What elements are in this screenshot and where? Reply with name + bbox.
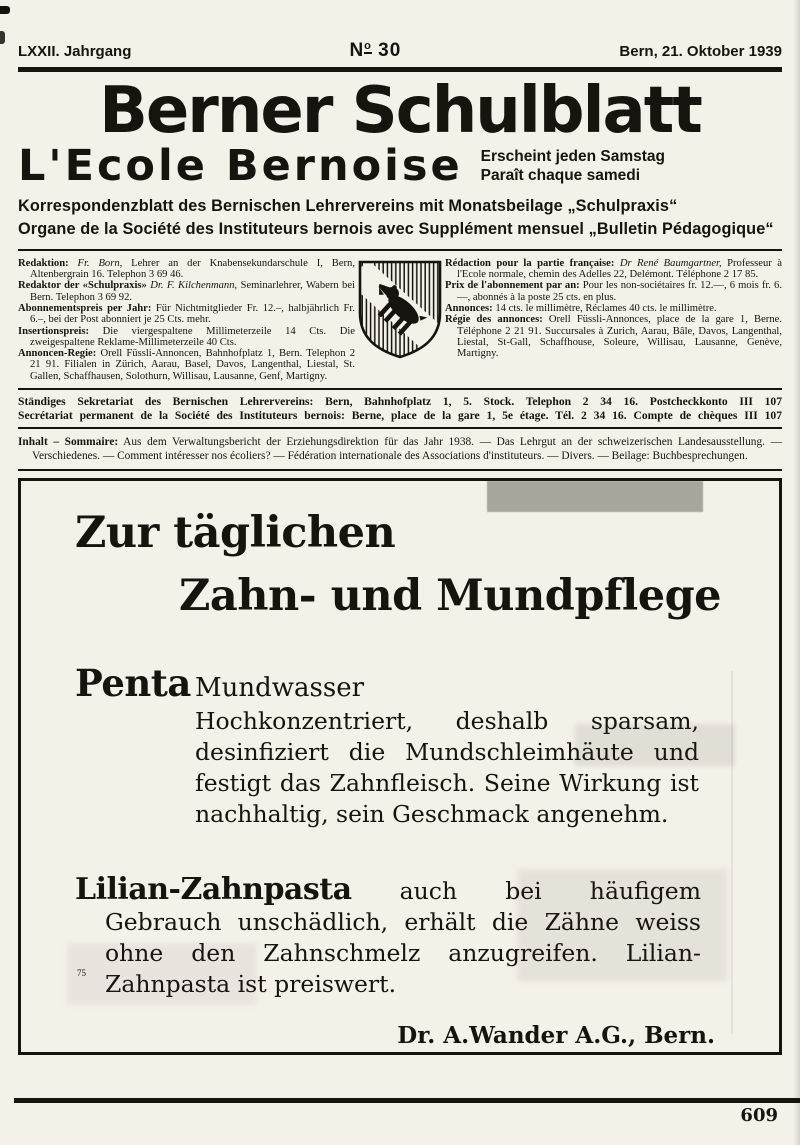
- show-through-ghost: [731, 671, 733, 1034]
- schedule-fr: Paraît chaque samedi: [480, 167, 641, 185]
- imprint-paragraph: Redaktion: Fr. Born, Lehrer an der Knabensekundarschule I, Bern, Altenbergrain 16. Telephon 3 69 46.: [18, 257, 356, 281]
- product-description: Hochkonzentriert, deshalb sparsam, desinfiziert die Mundschleimhäute und festigt das Zahnfleisch. Seine Wirkung ist nachhaltig, sein Geschmack angenehm.: [195, 707, 699, 829]
- secretariat-block: [18, 395, 782, 423]
- divider: [18, 67, 782, 72]
- bern-bear-crest-icon: [355, 258, 445, 382]
- product-name: Lilian-Zahnpasta: [75, 872, 352, 908]
- imprint-column-de: [18, 258, 355, 382]
- masthead-row-fr: [18, 140, 782, 191]
- volume-label: LXXII. Jahrgang: [18, 43, 132, 60]
- divider: [18, 249, 782, 251]
- header-row: [18, 0, 782, 62]
- page-number: 609: [740, 1105, 778, 1126]
- imprint-paragraph: Prix de l'abonnement par an: Pour les non-sociétaires fr. 12.—, 6 mois fr. 6.—, abonnés à la poste 25 cts. en plus.: [445, 280, 782, 303]
- imprint-paragraph: Insertionspreis: Die viergespaltene Millimeterzeile 14 Cts. Die zweigespaltene Reklame-Millimeterzeile 40 Cts.: [18, 325, 355, 348]
- imprint-paragraph: Abonnementspreis per Jahr: Für Nichtmitglieder Fr. 12.–, halbjährlich Fr. 6.–, bei der Post abonniert je 25 Cts. mehr.: [18, 302, 355, 326]
- product-type: Mundwasser: [195, 673, 365, 704]
- ad-product-penta: [75, 661, 699, 830]
- publication-schedule: [481, 147, 665, 185]
- schedule-de: Erscheint jeden Samstag: [480, 148, 665, 166]
- imprint-column-fr: [445, 258, 782, 382]
- ad-product-lilian: [75, 874, 701, 1000]
- scan-artifact: [0, 31, 5, 44]
- issue-ordinal: o: [364, 39, 372, 52]
- subtitle-de: Korrespondenzblatt des Bernischen Lehrervereins mit Monatsbeilage „Schulpraxis“: [18, 196, 678, 215]
- imprint-paragraph: Redaktor der «Schulpraxis» Dr. F. Kilchenmann, Seminarlehrer, Wabern bei Bern. Telephon 3 69 92.: [18, 280, 355, 303]
- divider: [18, 427, 782, 429]
- table-of-contents: [18, 436, 782, 464]
- contents-line: [18, 436, 782, 464]
- issue-prefix: N: [349, 40, 365, 61]
- dateline: Bern, 21. Oktober 1939: [619, 43, 782, 60]
- product-description: auch bei häufigem Gebrauch unschädlich, erhält die Zähne weiss ohne den Zahnschmelz anzugreifen. Lilian-Zahnpasta ist preiswert.: [105, 877, 701, 999]
- secretariat-line-fr: Secrétariat permanent de la Société des Instituteurs bernois: Berne, place de la gare 1, 5e étage. Tél. 2 34 16. Compte de chèques III 107: [18, 409, 782, 423]
- ad-headline-line2: Zahn- und Mundpflege: [179, 571, 722, 622]
- divider: [18, 388, 782, 390]
- imprint-paragraph: Régie des annonces: Orell Füssli-Annonces, place de la gare 1, Berne. Téléphone 2 21 91. Succursales à Zurich, Aarau, Bâle, Davos, Langenthal, Liestal, St-Gall, Schaffhouse, Soleure, Willisau, Lausanne, Genève, Martigny.: [445, 314, 782, 360]
- ad-signature: Dr. A.Wander A.G., Bern.: [397, 1022, 715, 1050]
- product-name: Penta: [75, 661, 191, 706]
- imprint-block: [18, 258, 782, 382]
- secretariat-line-de: Ständiges Sekretariat des Bernischen Lehrervereins: Bern, Bahnhofplatz 1, 5. Stock. Telephon 2 34 16. Postcheckkonto III 107: [18, 394, 782, 408]
- masthead-title-de: Berner Schulblatt: [99, 74, 701, 148]
- scan-artifact: [0, 6, 10, 14]
- ad-headline-line1: Zur täglichen: [75, 508, 396, 559]
- imprint-paragraph: Annoncen-Regie: Orell Füssli-Annoncen, Bahnhofplatz 1, Bern. Telephon 2 21 91. Filialen in Zürich, Aarau, Basel, Davos, Langenthal, Liestal, St. Gallen, Schaffhausen, Solothurn, Willisau, Lausanne, Genf, Martigny.: [18, 348, 355, 382]
- contents-text: Aus dem Verwaltungsbericht der Erziehungsdirektion für das Jahr 1938. — Das Lehrgut an der schweizerischen Landesausstellung. — Verschiedenes. — Comment intéresser nos écoliers? — Fédération internationale des Associations d'instituteurs. — Divers. — Beilage: Buchbesprechungen.: [32, 435, 782, 462]
- advertisement-box: [18, 478, 782, 1055]
- contents-label: Inhalt – Sommaire:: [18, 435, 119, 448]
- masthead-title-fr: L'Ecole Bernoise: [18, 140, 463, 191]
- divider: [18, 469, 782, 471]
- imprint-paragraph: Annonces: 14 cts. le millimètre, Réclames 40 cts. le millimètre.: [445, 302, 717, 314]
- issue-number: 30: [371, 40, 402, 61]
- subtitle-fr: Organe de la Société des Instituteurs bernois avec Supplément mensuel „Bulletin Pédagogique“: [18, 219, 774, 238]
- divider: [14, 1098, 800, 1103]
- print-mark: 75: [77, 968, 86, 979]
- issue-label: [349, 40, 401, 62]
- imprint-paragraph: Rédaction pour la partie française: Dr René Baumgartner, Professeur à l'Ecole normale, chemin des Adelles 22, Delémont. Téléphone 2 17 85.: [445, 257, 782, 281]
